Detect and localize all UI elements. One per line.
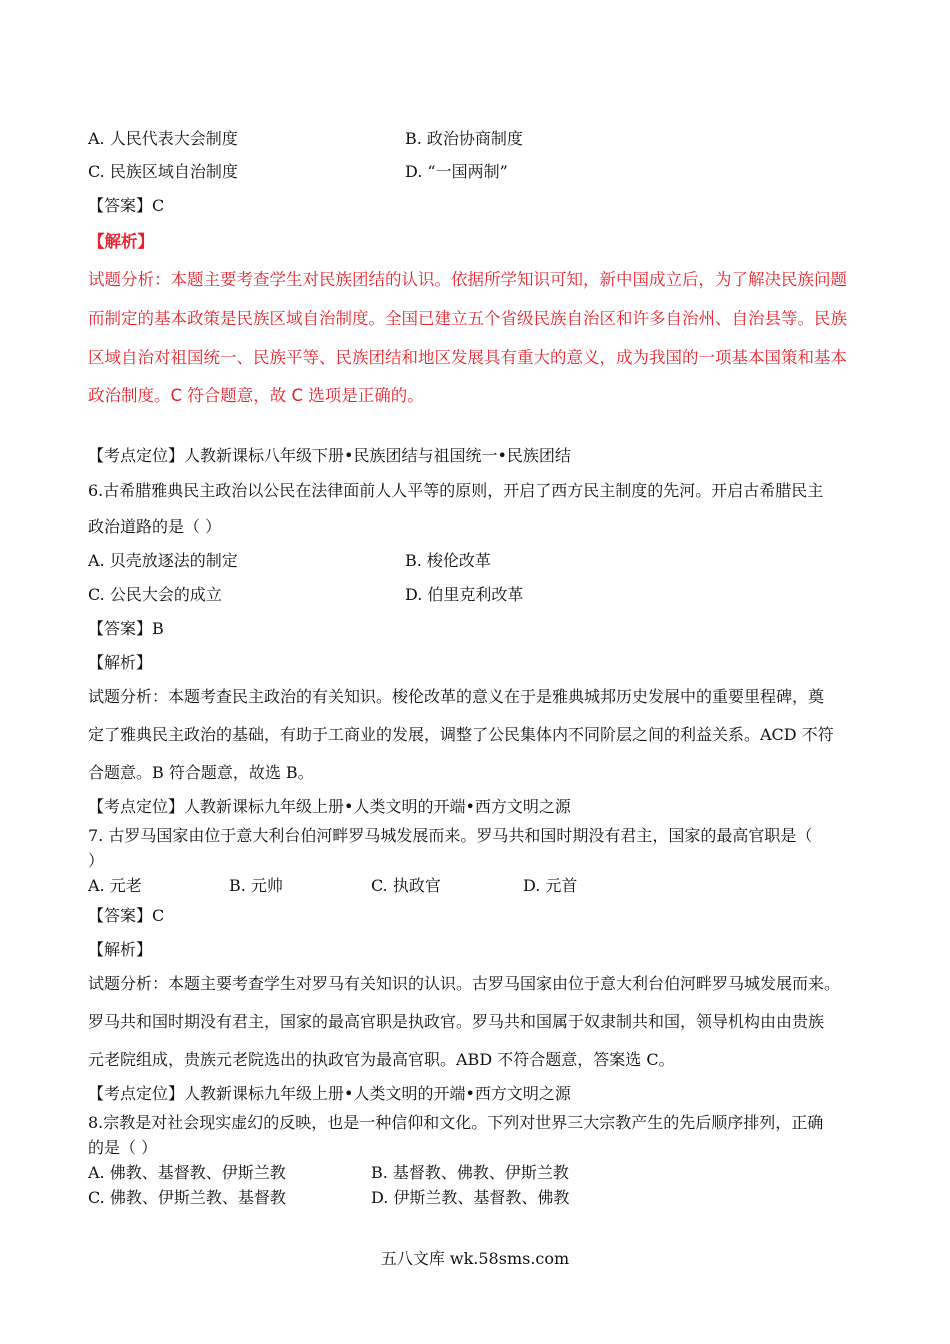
q5-analysis-line: 试题分析：本题主要考查学生对民族团结的认识。依据所学知识可知，新中国成立后，为了解决民族问题 [88,270,847,289]
q6-stem-line: 政治道路的是（ ） [88,517,222,536]
q7-option-d: D. 元首 [523,876,578,895]
q5-analysis-line: 区域自治对祖国统一、民族平等、民族团结和地区发展具有重大的意义，成为我国的一项基本国策和基本 [88,348,847,367]
page-footer: 五八文库 wk.58sms.com [380,1249,570,1268]
q8-option-a: A. 佛教、基督教、伊斯兰教 [88,1163,286,1182]
q7-analysis-heading: 【解析】 [88,940,153,959]
q6-answer: 【答案】B [88,619,164,638]
q6-stem-line: 6.古希腊雅典民主政治以公民在法律面前人人平等的原则，开启了西方民主制度的先河。开启古希腊民主 [88,481,824,500]
q8-option-c: C. 佛教、伊斯兰教、基督教 [88,1188,286,1207]
q6-location: 【考点定位】人教新课标九年级上册•人类文明的开端•西方文明之源 [88,797,571,816]
q7-analysis-line: 试题分析：本题主要考查学生对罗马有关知识的认识。古罗马国家由位于意大利台伯河畔罗马城发展而来。 [88,974,841,993]
q7-option-b: B. 元帅 [229,876,283,895]
q8-stem-line: 的是（ ） [88,1138,158,1157]
q6-analysis-line: 定了雅典民主政治的基础，有助于工商业的发展，调整了公民集体内不同阶层之间的利益关系。ACD 不符 [88,725,834,744]
q7-analysis-line: 罗马共和国时期没有君主，国家的最高官职是执政官。罗马共和国属于奴隶制共和国，领导机构由由贵族 [88,1012,825,1031]
q8-stem-line: 8.宗教是对社会现实虚幻的反映，也是一种信仰和文化。下列对世界三大宗教产生的先后顺序排列，正确 [88,1113,824,1132]
q6-option-a: A. 贝壳放逐法的制定 [88,551,238,570]
q5-option-a: A. 人民代表大会制度 [88,129,238,148]
q5-option-d: D. “一国两制” [405,162,508,181]
q5-analysis-line: 政治制度。C 符合题意，故 C 选项是正确的。 [88,386,424,405]
q5-option-b: B. 政治协商制度 [405,129,523,148]
q5-analysis-line: 而制定的基本政策是民族区域自治制度。全国已建立五个省级民族自治区和许多自治州、自治县等。民族 [88,309,847,328]
q7-stem-line: 7. 古罗马国家由位于意大利台伯河畔罗马城发展而来。罗马共和国时期没有君主，国家的最高官职是（ [88,826,813,845]
q6-option-d: D. 伯里克利改革 [405,585,524,604]
q7-stem-line: ） [88,851,105,870]
q6-analysis-line: 合题意。B 符合题意，故选 B。 [88,763,314,782]
q5-location: 【考点定位】人教新课标八年级下册•民族团结与祖国统一•民族团结 [88,446,571,465]
q7-option-c: C. 执政官 [371,876,441,895]
q7-option-a: A. 元老 [88,876,142,895]
q7-answer: 【答案】C [88,906,165,925]
q8-option-b: B. 基督教、佛教、伊斯兰教 [371,1163,569,1182]
q5-option-c: C. 民族区域自治制度 [88,162,238,181]
q6-option-b: B. 梭伦改革 [405,551,491,570]
q6-analysis-line: 试题分析：本题考查民主政治的有关知识。梭伦改革的意义在于是雅典城邦历史发展中的重要里程碑，奠 [88,687,825,706]
q5-answer: 【答案】C [88,196,165,215]
q8-option-d: D. 伊斯兰教、基督教、佛教 [371,1188,570,1207]
q6-option-c: C. 公民大会的成立 [88,585,222,604]
q5-analysis-heading: 【解析】 [88,232,154,251]
q6-analysis-heading: 【解析】 [88,653,153,672]
q7-location: 【考点定位】人教新课标九年级上册•人类文明的开端•西方文明之源 [88,1084,571,1103]
q7-analysis-line: 元老院组成，贵族元老院选出的执政官为最高官职。ABD 不符合题意，答案选 C。 [88,1050,675,1069]
